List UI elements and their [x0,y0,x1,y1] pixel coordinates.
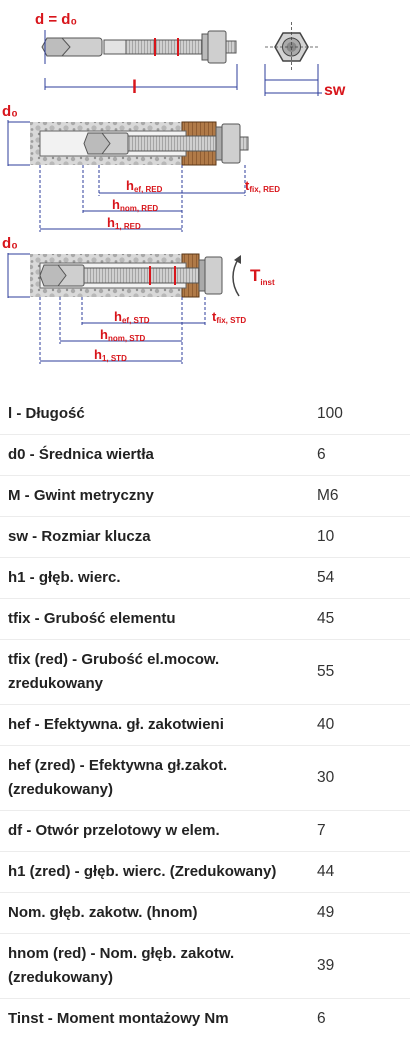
spec-row [0,517,410,558]
spec-row [0,934,410,999]
spec-row [0,394,410,435]
hef-red-label: hef, RED [126,178,163,194]
spec-row [0,705,410,746]
h1-std-label: h1, STD [94,347,127,363]
spec-value: 55 [317,663,335,680]
spec-label: Nom. głęb. zakotw. (hnom) [8,904,198,921]
spec-row [0,476,410,517]
spec-label: M - Gwint metryczny [8,487,154,504]
anchor-technical-drawing [0,0,410,385]
hnom-red-label: hnom, RED [112,197,159,213]
length-l-label: l [132,77,138,97]
hex-nut-end-view [265,22,318,72]
spec-row [0,811,410,852]
spec-label: Tinst - Moment montażowy Nm [8,1010,229,1027]
spec-value: 7 [317,822,326,839]
sw-label: sw [324,82,346,99]
spec-label: l - Długość [8,405,85,422]
spec-row [0,893,410,934]
spec-label: hef - Efektywna. gł. zakotwieni [8,716,224,733]
spec-label: h1 - głęb. wierc. [8,569,121,586]
spec-row [0,435,410,476]
concrete-standard [30,254,222,297]
spec-label: sw - Rozmiar klucza [8,528,151,545]
h1-red-label: h1, RED [107,215,141,231]
spec-label: d0 - Średnica wiertła [8,446,154,463]
d-eq-d0-label: d = d₀ [35,11,78,28]
spec-value: 44 [317,863,335,880]
spec-value: 54 [317,569,335,586]
spec-value: 39 [317,957,335,974]
d0-label-reduced: d₀ [2,103,18,120]
spec-value: 40 [317,716,335,733]
tinst-label: $T_{inst}$ [250,266,275,287]
tfix-red-label: tfix, RED [245,178,281,194]
tinst-rotation-arrow [233,255,241,296]
spec-value: 49 [317,904,335,921]
spec-value: 30 [317,769,335,786]
spec-label: tfix - Grubość elementu [8,610,176,627]
spec-value: 6 [317,446,326,463]
spec-label: hnom (red) - Nom. głęb. zakotw. (zredukowany) [8,945,235,986]
spec-label: df - Otwór przelotowy w elem. [8,822,220,839]
spec-value: M6 [317,487,339,504]
spec-value: 45 [317,610,335,627]
spec-row [0,599,410,640]
spec-value: 6 [317,1010,326,1027]
spec-row [0,999,410,1039]
spec-label: h1 (zred) - głęb. wierc. (Zredukowany) [8,863,277,880]
spec-value: 100 [317,405,343,422]
hnom-std-label: hnom, STD [100,327,146,343]
spec-label: tfix (red) - Grubość el.mocow. zredukowany [8,651,220,692]
d0-label-standard: d₀ [2,235,18,252]
spec-row [0,640,410,705]
concrete-reduced [30,122,248,165]
anchor-side-view [42,31,236,63]
spec-label: hef (zred) - Efektywna gł.zakot. (zredukowany) [8,757,228,798]
specifications-table [0,394,410,1039]
tfix-std-label: tfix, STD [212,309,247,325]
hef-std-label: hef, STD [114,309,150,325]
spec-row [0,746,410,811]
spec-value: 10 [317,528,335,545]
spec-row [0,558,410,599]
spec-row [0,852,410,893]
